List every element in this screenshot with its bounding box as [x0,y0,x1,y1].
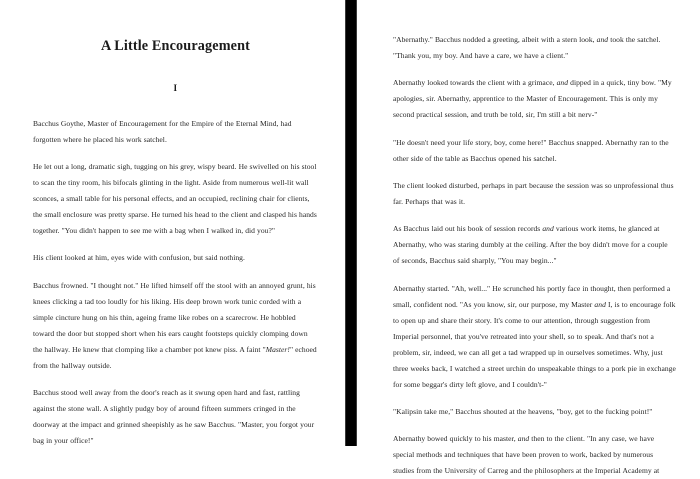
paragraph: Bacchus frowned. "I thought not." He lifted himself off the stool with an annoyed grunt, his knees clicking a tad too loudly for his liking. His deep brown work tunic corded with a simple cincture hung on his thin, ageing frame like robes on a scarecrow. He hobbled toward the door but stopped short when his ears caught footsteps quickly clomping down the hallway. He knew that clomping like a chamber pot knew piss. A faint "Master!" echoed from the hallway outside. [33,280,317,370]
paragraph: "He doesn't need your life story, boy, come here!" Bacchus snapped. Abernathy ran to the other side of the table as Bacchus opened his satchel. [393,137,669,163]
right-page-body [393,32,676,479]
paragraph: Abernathy bowed quickly to his master, and then to the client. "In any case, we have special methods and techniques that have been proven to work, backed by numerous studies from the University of Carreg and the philosophers at the Imperial Academy at [393,434,660,476]
section-number: I [173,82,178,93]
paragraph: The client looked disturbed, perhaps in part because the session was so unprofessional thus far. Perhaps that was it. [393,180,674,206]
paragraph: His client looked at him, eyes wide with confusion, but said nothing. [33,253,245,263]
left-page-body [33,116,318,450]
emphasised-word: and [594,35,611,44]
paragraph: As Bacchus laid out his book of session records and various work items, he glanced at Abernathy, who was staring dumbly at the ceiling. After the boy didn't move for a couple of seconds, Bacchus said sharply, "You may begin..." [393,224,668,266]
book-gutter [345,0,357,446]
right-page [357,0,700,476]
emphasised-word: and [515,434,532,444]
paragraph: "Kalipsin take me," Bacchus shouted at the heavens, "boy, get to the fucking point!" [393,407,653,417]
paragraph: Abernathy looked towards the client with a grimace, and dipped in a quick, tiny bow. "My apologies, sir. Abernathy, apprentice to the Master of Encouragement. This is only my second practical session, and truth be told, sir, I'm still a bit nerv-" [393,78,672,120]
paragraph: "Abernathy." Bacchus nodded a greeting, albeit with a stern look, and took the satchel. "Thank you, my boy. And have a care, we have a client." [393,35,661,61]
chapter-title: A Little Encouragement [100,38,251,54]
left-page [0,0,345,446]
emphasised-word: and [592,299,608,309]
paragraph: Abernathy started. "Ah, well..." He scrunched his portly face in thought, then performed a small, confident nod. "As you know, sir, our purpose, my Master and I, is to encourage folk to open up and share their story. It's come to our attention, through suggestion from Imperial personnel, that you've retreated into your shell, so to speak. And that's not a problem, sir, indeed, we can all get a tad wrapped up in ourselves sometimes. Why, just three weeks back, I watched a street urchin do unspeakable things to a pork pie in exchange for some beggar's dirty left glove, and I couldn't-" [393,283,676,389]
paragraph: Bacchus stood well away from the door's reach as it swung open hard and fast, rattling against the stone wall. A slightly pudgy boy of around fifteen summers cringed in the doorway at the impact and grinned sheepishly as he saw Bacchus. "Master, you forgot your bag in your office!" [33,388,315,446]
emphasised-word: Master! [265,344,290,354]
paragraph: He let out a long, dramatic sigh, tugging on his grey, wispy beard. He swivelled on his stool to scan the tiny room, his bifocals glinting in the light. Aside from numerous well-lit wall sconces, a small table for his personal effects, and an occupied, reclining chair for clients, the small enclosure was pretty sparse. He turned his head to the client and clasped his hands together. "You didn't happen to see me with a bag when I walked in, did you?" [33,162,317,236]
paragraph: Bacchus Goythe, Master of Encouragement for the Empire of the Eternal Mind, had forgotten where he placed his work satchel. [33,118,292,144]
emphasised-word: and [540,224,556,234]
emphasised-word: and [554,78,571,88]
